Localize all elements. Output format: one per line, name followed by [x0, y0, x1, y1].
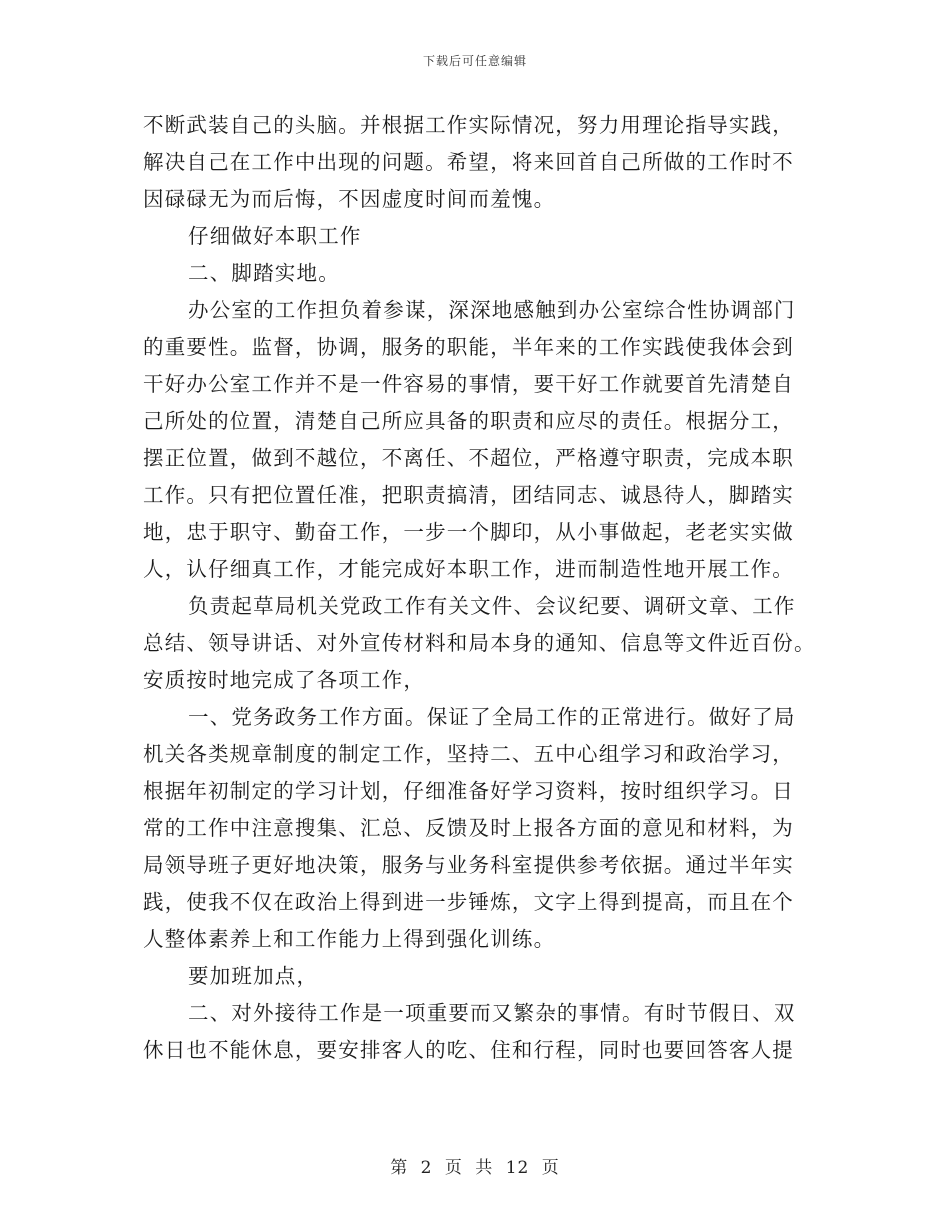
document-body	[143, 107, 816, 1069]
text-line: 工作。只有把位置任准，把职责搞清，团结同志、诚恳待人，脚踏实	[143, 483, 794, 507]
text-line: 干好办公室工作并不是一件容易的事情，要干好工作就要首先清楚自	[143, 372, 794, 396]
text-line: 解决自己在工作中出现的问题。希望，将来回首自己所做的工作时不	[143, 150, 794, 174]
text-line: 局领导班子更好地决策，服务与业务科室提供参考依据。通过半年实	[143, 853, 794, 877]
text-line: 摆正位置，做到不越位，不离任、不超位，严格遵守职责，完成本职	[143, 446, 794, 470]
text-line: 休日也不能休息，要安排客人的吃、住和行程，同时也要回答客人提	[143, 1038, 794, 1062]
text-line: 践，使我不仅在政治上得到进一步锤炼，文字上得到提高，而且在个	[143, 890, 794, 914]
text-line: 地，忠于职守、勤奋工作，一步一个脚印，从小事做起，老老实实做	[143, 520, 794, 544]
text-line: 负责起草局机关党政工作有关文件、会议纪要、调研文章、工作	[188, 594, 796, 618]
text-line: 不断武装自己的头脑。并根据工作实际情况，努力用理论指导实践，	[143, 113, 794, 137]
text-line: 二、对外接待工作是一项重要而又繁杂的事情。有时节假日、双	[188, 1001, 796, 1025]
text-line: 人整体素养上和工作能力上得到强化训练。	[143, 927, 556, 951]
text-line: 一、党务政务工作方面。保证了全局工作的正常进行。做好了局	[188, 705, 796, 729]
page-footer: 第 2 页 共 12 页	[390, 1158, 560, 1178]
text-line: 己所处的位置，清楚自己所应具备的职责和应尽的责任。根据分工，	[143, 409, 794, 433]
text-line: 要加班加点，	[188, 964, 319, 988]
text-line: 因碌碌无为而后悔，不因虚度时间而羞愧。	[143, 187, 556, 211]
text-line: 常的工作中注意搜集、汇总、反馈及时上报各方面的意见和材料，为	[143, 816, 794, 840]
text-line: 机关各类规章制度的制定工作，坚持二、五中心组学习和政治学习，	[143, 742, 794, 766]
text-line: 仔细做好本职工作	[188, 224, 362, 248]
text-line: 的重要性。监督，协调，服务的职能，半年来的工作实践使我体会到	[143, 335, 794, 359]
text-line: 二、脚踏实地。	[188, 261, 340, 285]
text-line: 根据年初制定的学习计划，仔细准备好学习资料，按时组织学习。日	[143, 779, 794, 803]
text-line: 人，认仔细真工作，才能完成好本职工作，进而制造性地开展工作。	[143, 557, 794, 581]
text-line: 办公室的工作担负着参谋，深深地感触到办公室综合性协调部门	[188, 298, 796, 322]
page-header: 下载后可任意编辑	[422, 54, 527, 68]
text-line: 安质按时地完成了各项工作，	[143, 668, 426, 692]
text-line: 总结、领导讲话、对外宣传材料和局本身的通知、信息等文件近百份。	[143, 631, 816, 655]
